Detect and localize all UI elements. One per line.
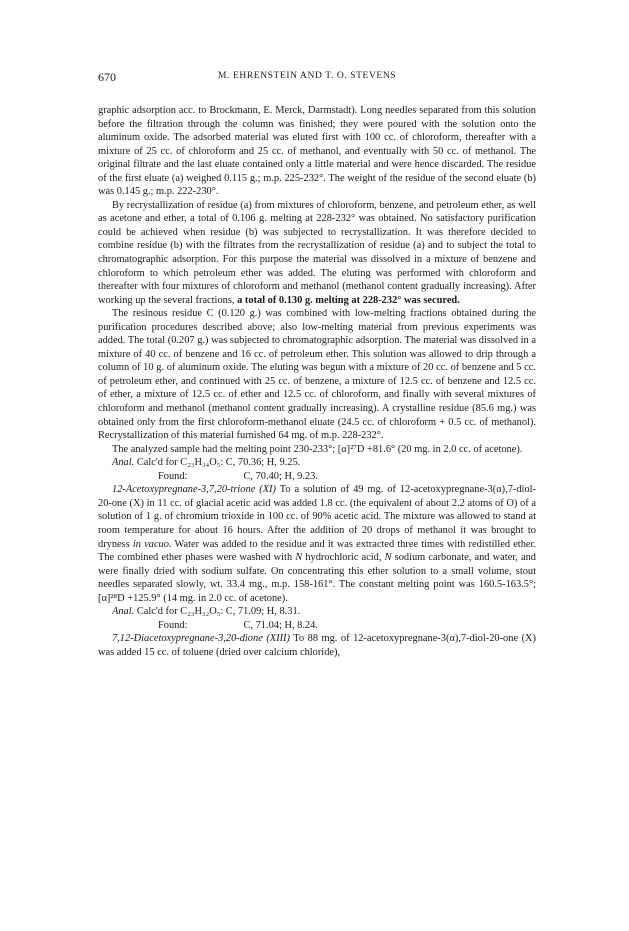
paragraph-text: hydrochloric acid,: [305, 552, 382, 564]
section-title: 7,12-Diacetoxypregnane-3,20-dione (XIII): [112, 633, 290, 645]
anal-calc-text: Calc'd for C₂₃H₃₂O₅: C, 71.09; H, 8.31.: [136, 606, 301, 618]
anal-label: Anal.: [112, 606, 135, 618]
normality-n: N: [295, 552, 303, 564]
found-value: C, 71.04; H, 8.24.: [243, 619, 318, 631]
analysis-calc-line: [98, 605, 536, 619]
paragraph-acetoxypregnane-trione: [98, 483, 536, 605]
paragraph-resinous-residue: The resinous residue C (0.120 g.) was combined with low-melting fractions obtained during the purification procedures described above; also low-melting material from previous experiments was added. The total (0.207 g.) was subjected to chromatographic adsorption. The material was dissolved in a mixture of 40 cc. of benzene and 16 cc. of petroleum ether. This solution was allowed to drip through a column of 10 g. of aluminum oxide. The eluting was begun with a mixture of 20 cc. of benzene and 5 cc. of petroleum ether, and continued with 25 cc. of benzene, a mixture of 12.5 cc. of benzene and 12.5 cc. of ether, a mixture of 12.5 cc. of ether and 12.5 cc. of chloroform, and finally with several mixtures of chloroform and methanol (methanol content gradually increasing). A crystalline residue (85.6 mg.) was obtained only from the first chloroform-methanol eluate (24.5 cc. of chloroform + 0.5 cc. of methanol). Recrystallization of this material furnished 64 mg. of m.p. 228-232°.: [98, 308, 536, 442]
paragraph-recrystallization: [98, 199, 536, 307]
found-value: C, 70.40; H, 9.23.: [243, 470, 318, 482]
anal-calc-text: Calc'd for C₂₃H₃₄O₅: C, 70.36; H, 9.25.: [136, 457, 301, 469]
paragraph-text: By recrystallization of residue (a) from mixtures of chloroform, benzene, and petroleum ether, as well as acetone and ether, a total of 0.106 g. melting at 228-232° was obtained. No satisfactory purification could be achieved when residue (b) was subjected to recrystallization. It was therefore decided to combine residue (b) with the filtrates from the recrystallization of residue (a) and to subject the total to chromatographic adsorption. For this purpose the material was dissolved in a mixture of benzene and chloroform to which petroleum ether was added. The eluting was performed with chloroform and thereafter with four mixtures of chloroform and methanol (methanol content gradually increasing). After working up the several fractions,: [98, 199, 536, 306]
body-text: [98, 104, 536, 659]
normality-n: N: [384, 552, 392, 564]
page-number: 670: [98, 70, 116, 84]
paragraph-text: Water was added to the residue and it was extracted three times with redistilled ether. The combined ether phases were washed with: [98, 538, 536, 564]
paragraph-diacetoxypregnane-dione: [98, 632, 536, 659]
paragraph-text: sodium carbonate, and water, and were finally dried with sodium sulfate. On concentrating this ether solution to a small volume, stout needles separated slowly, wt. 33.4 mg., m.p. 158-161°. The constant melting point was 160.5-163.5°; [α]²⁸D +125.9° (14 mg. in 2.0 cc. of acetone).: [98, 552, 536, 604]
analysis-found-line: [98, 619, 536, 633]
found-label: Found:: [158, 470, 188, 482]
analysis-found-line: [98, 470, 536, 484]
analysis-calc-line: [98, 456, 536, 470]
found-label: Found:: [158, 619, 188, 631]
running-head: M. EHRENSTEIN AND T. O. STEVENS: [218, 71, 397, 81]
paragraph-analyzed-sample: The analyzed sample had the melting point 230-233°; [α]²⁷D +81.6° (20 mg. in 2.0 cc. of acetone).: [112, 443, 523, 455]
in-vacuo: in vacuo.: [132, 538, 172, 550]
page-header: [98, 70, 533, 86]
anal-label: Anal.: [112, 457, 135, 469]
paragraph-text: To a solution of 49 mg. of 12-acetoxypregnane-3(α),7-diol-20-one (X) in 11 cc. of glacial acetic acid was added 1.8 cc. (the equivalent of about 2.2 atoms of O) of a solution of 1 g. of chromium trioxide in 100 cc. of 90% acetic acid. The mixture was allowed to stand at room temperature for about 16 hours. After the addition of 20 drops of methanol it was brought to dryness: [98, 484, 536, 550]
section-title: 12-Acetoxypregnane-3,7,20-trione (XI): [112, 484, 276, 496]
paragraph-text: To 88 mg. of 12-acetoxypregnane-3(α),7-diol-20-one (X) was added 15 cc. of toluene (dried over calcium chloride),: [98, 633, 536, 658]
paragraph-continued: graphic adsorption acc. to Brockmann, E. Merck, Darmstadt). Long needles separated from this solution before the filtration through the column was finished; they were poured with the solution onto the aluminum oxide. The adsorbed material was eluted first with 100 cc. of chloroform, thereafter with a mixture of 25 cc. of chloroform and 25 cc. of methanol, and eventually with 50 cc. of methanol. The original filtrate and the last eluate contained only a little material and were hence discarded. The residue of the first eluate (a) weighed 0.115 g.; m.p. 225-232°. The weight of the residue of the second eluate (b) was 0.145 g.; m.p. 222-230°.: [98, 105, 536, 198]
bold-result: a total of 0.130 g. melting at 228-232° was secured.: [237, 294, 460, 306]
